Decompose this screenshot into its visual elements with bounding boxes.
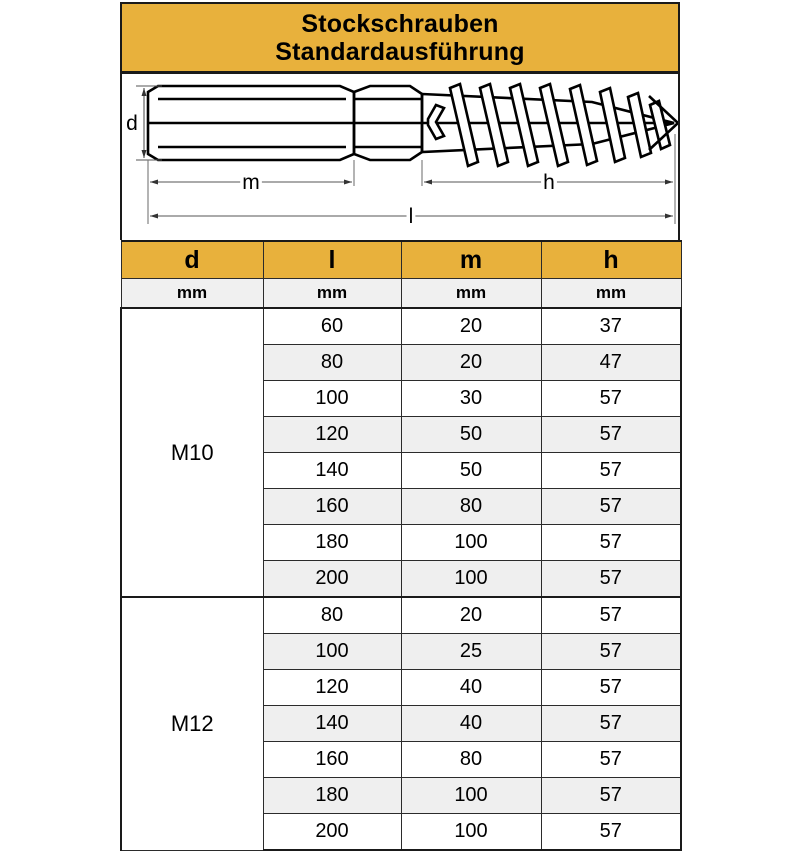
- column-unit-h: mm: [541, 279, 681, 309]
- specification-table: [120, 240, 682, 851]
- cell-m: 25: [401, 634, 541, 670]
- symbol-header-row: [121, 241, 681, 279]
- cell-h: 57: [541, 742, 681, 778]
- table-header: [121, 241, 681, 308]
- column-header-h: h: [541, 241, 681, 279]
- dimension-label-l: l: [408, 205, 414, 228]
- cell-m: 20: [401, 308, 541, 345]
- cell-l: 80: [263, 597, 401, 634]
- cell-l: 180: [263, 778, 401, 814]
- cell-l: 200: [263, 814, 401, 851]
- cell-l: 80: [263, 345, 401, 381]
- cell-m: 80: [401, 742, 541, 778]
- cell-h: 57: [541, 706, 681, 742]
- title-line-1: Stockschrauben: [301, 9, 499, 38]
- thread-size-cell: M12: [121, 597, 263, 850]
- title-band: [120, 2, 680, 74]
- cell-h: 47: [541, 345, 681, 381]
- column-unit-l: mm: [263, 279, 401, 309]
- table-row: [121, 597, 681, 634]
- cell-l: 100: [263, 634, 401, 670]
- cell-m: 100: [401, 814, 541, 851]
- dimension-label-m: m: [242, 171, 260, 194]
- cell-m: 80: [401, 489, 541, 525]
- cell-m: 30: [401, 381, 541, 417]
- cell-h: 57: [541, 814, 681, 851]
- cell-m: 100: [401, 778, 541, 814]
- cell-h: 57: [541, 670, 681, 706]
- column-header-l: l: [263, 241, 401, 279]
- column-unit-d: mm: [121, 279, 263, 309]
- cell-h: 57: [541, 489, 681, 525]
- cell-m: 20: [401, 345, 541, 381]
- cell-h: 57: [541, 525, 681, 561]
- cell-h: 57: [541, 561, 681, 598]
- cell-l: 200: [263, 561, 401, 598]
- cell-l: 140: [263, 453, 401, 489]
- cell-l: 120: [263, 417, 401, 453]
- technical-drawing: [120, 74, 680, 240]
- cell-h: 57: [541, 417, 681, 453]
- cell-l: 60: [263, 308, 401, 345]
- cell-l: 180: [263, 525, 401, 561]
- cell-h: 57: [541, 381, 681, 417]
- cell-l: 100: [263, 381, 401, 417]
- cell-h: 57: [541, 634, 681, 670]
- cell-h: 57: [541, 597, 681, 634]
- cell-h: 57: [541, 453, 681, 489]
- table-body: [121, 308, 681, 850]
- dimension-label-h: h: [543, 171, 555, 194]
- cell-l: 140: [263, 706, 401, 742]
- column-unit-m: mm: [401, 279, 541, 309]
- thread-size-cell: M10: [121, 308, 263, 597]
- unit-header-row: [121, 279, 681, 309]
- cell-l: 160: [263, 742, 401, 778]
- table-row: [121, 308, 681, 345]
- cell-h: 37: [541, 308, 681, 345]
- cell-m: 20: [401, 597, 541, 634]
- cell-m: 100: [401, 561, 541, 598]
- dimension-label-d: d: [126, 112, 138, 135]
- column-header-m: m: [401, 241, 541, 279]
- cell-l: 160: [263, 489, 401, 525]
- title-line-2: Standardausführung: [275, 37, 525, 66]
- cell-m: 40: [401, 670, 541, 706]
- cell-m: 50: [401, 453, 541, 489]
- column-header-d: d: [121, 241, 263, 279]
- cell-m: 100: [401, 525, 541, 561]
- cell-m: 50: [401, 417, 541, 453]
- cell-l: 120: [263, 670, 401, 706]
- cell-h: 57: [541, 778, 681, 814]
- dowel-screw-diagram: [122, 74, 678, 240]
- cell-m: 40: [401, 706, 541, 742]
